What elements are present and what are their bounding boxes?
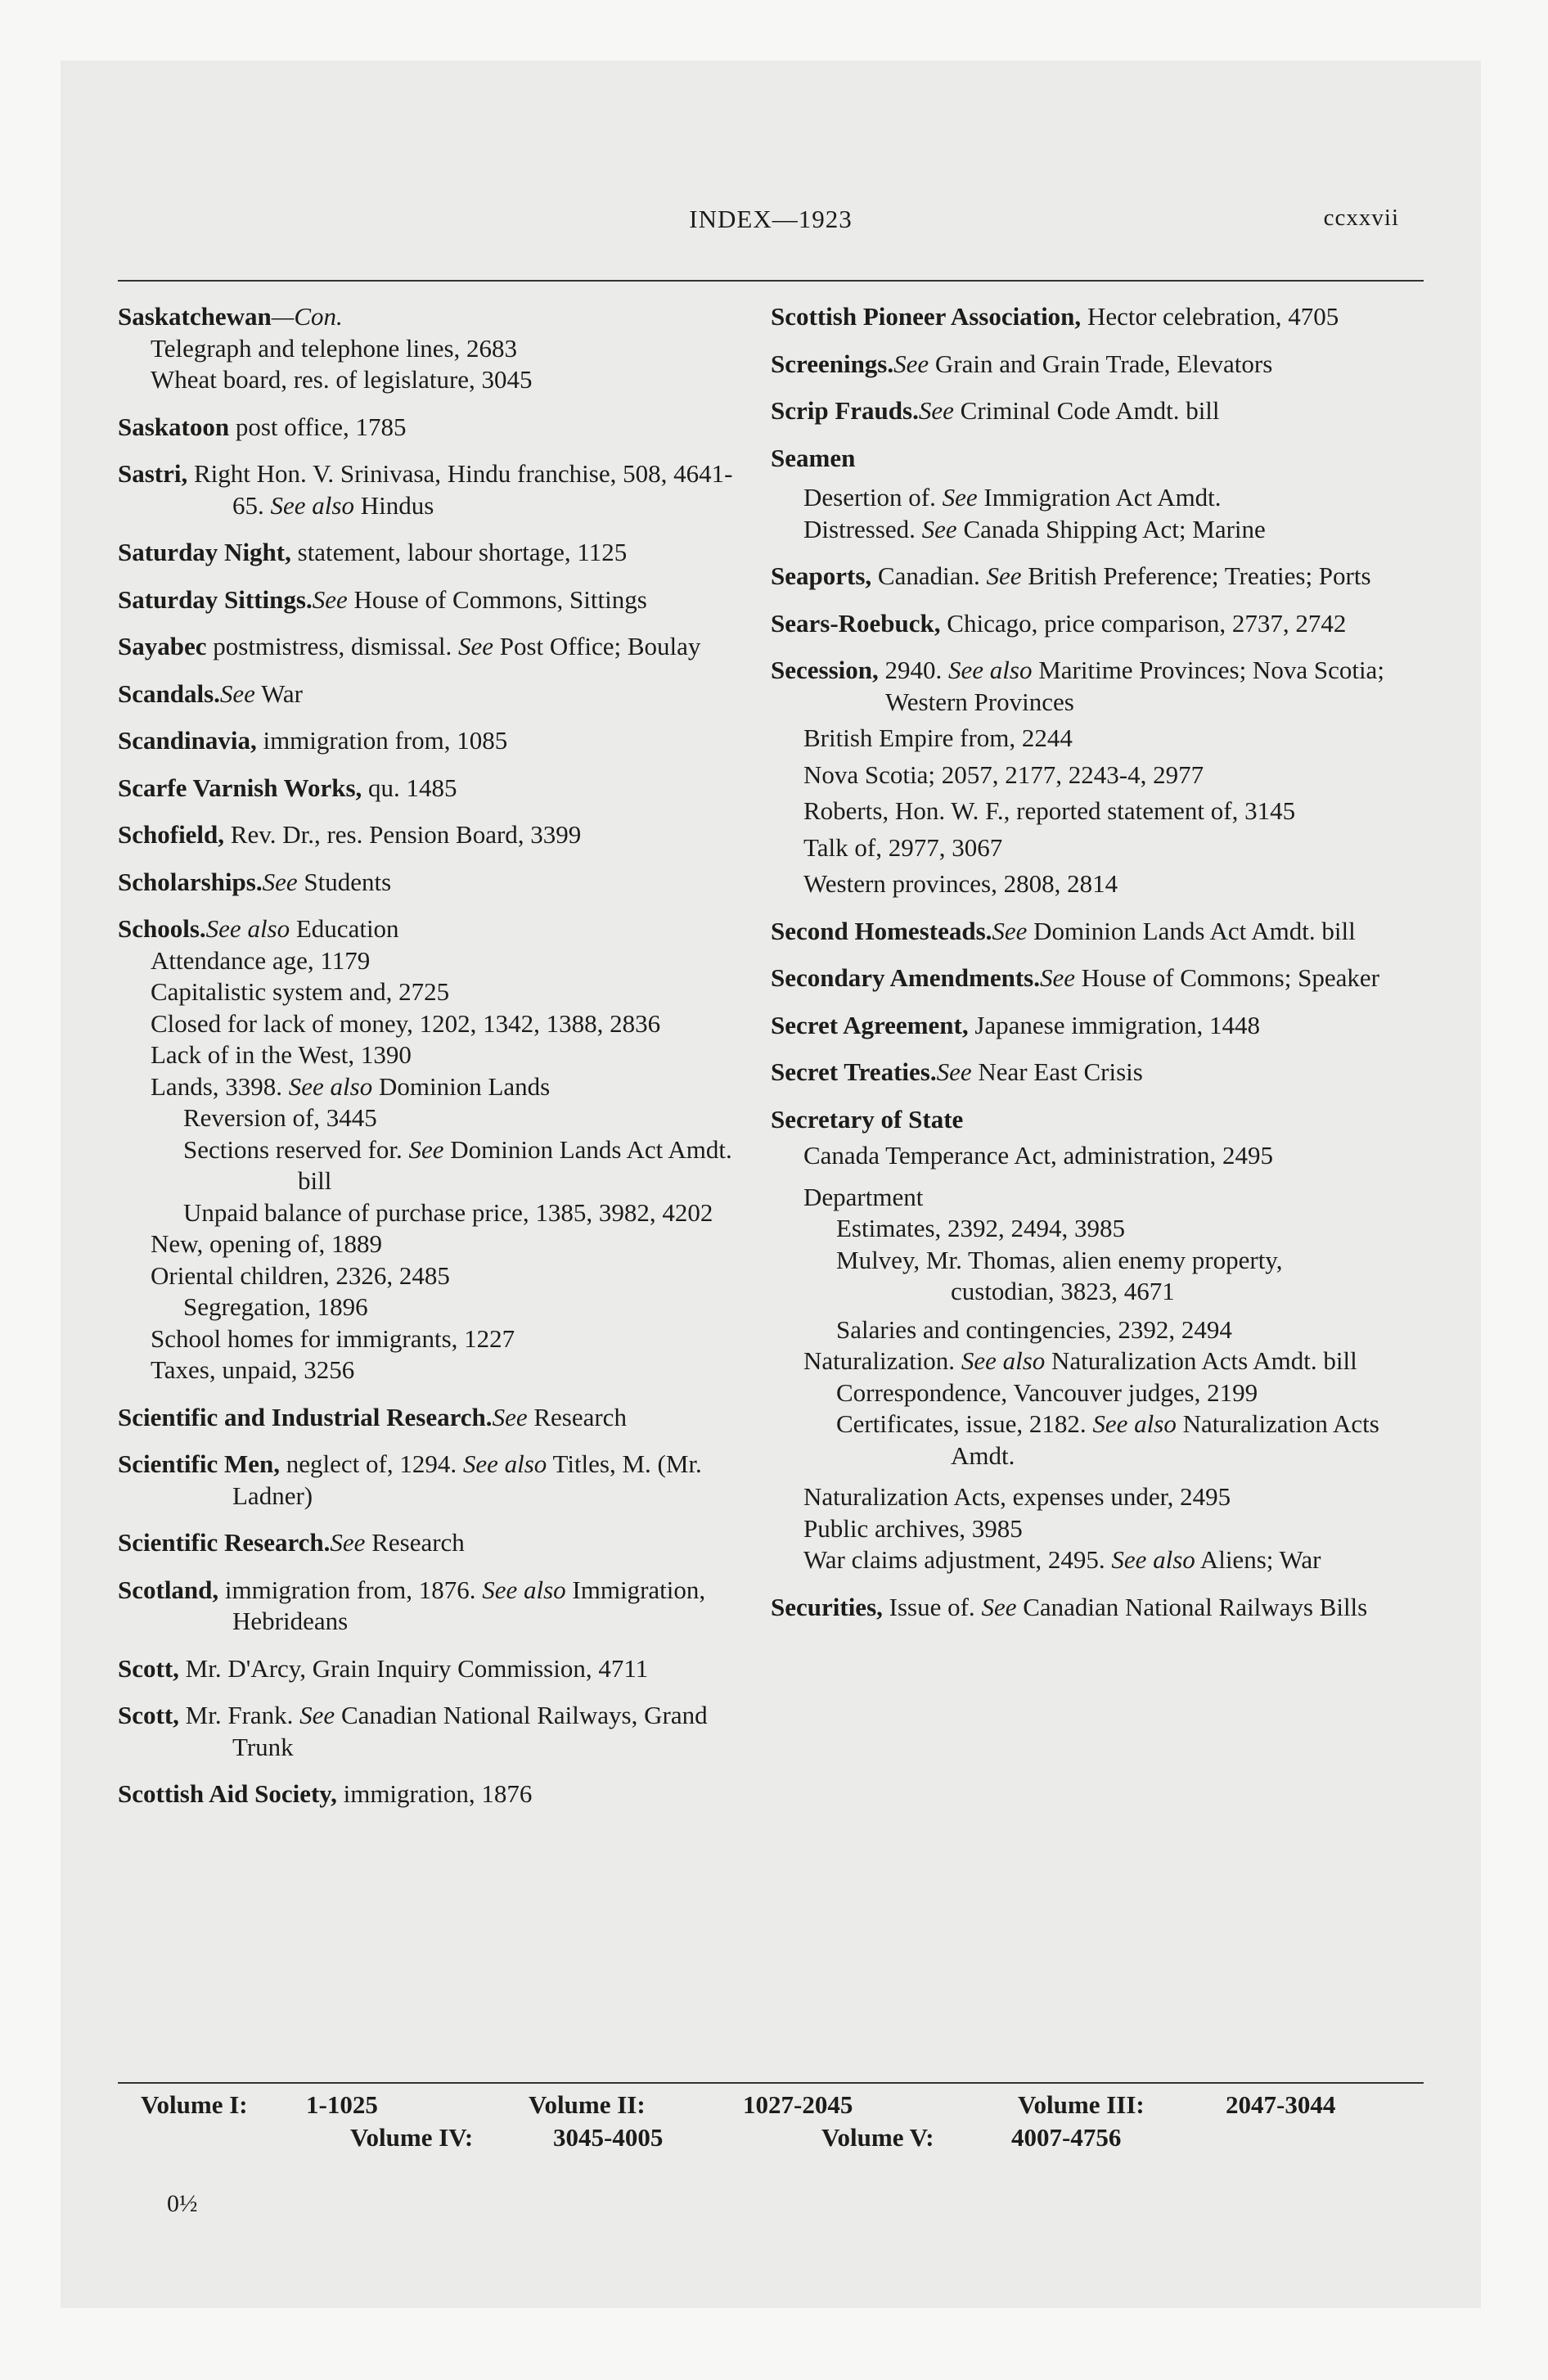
volume-3-label: Volume III: bbox=[1018, 2090, 1145, 2119]
see-reference: See also bbox=[961, 1346, 1046, 1375]
entry-headword: Secret Treaties. bbox=[771, 1057, 937, 1086]
volume-1-range: 1-1025 bbox=[306, 2090, 378, 2119]
entry-headword: Scottish Pioneer Association, bbox=[771, 302, 1082, 331]
entry-headword: Scotland, bbox=[118, 1575, 219, 1604]
entry-text: Students bbox=[297, 867, 392, 896]
sub-entry bbox=[771, 1346, 1391, 1377]
secretary-of-state-entry bbox=[771, 1104, 1391, 1576]
sub-entry: Wheat board, res. of legislature, 3045 bbox=[151, 365, 533, 394]
entry-text: Aliens; War bbox=[1195, 1545, 1321, 1574]
see-reference: See bbox=[330, 1528, 366, 1557]
see-reference: See also bbox=[270, 490, 354, 520]
entry-text: Hector celebration, 4705 bbox=[1081, 302, 1339, 331]
index-entry bbox=[118, 1575, 738, 1638]
sub-entry: Oriental children, 2326, 2485 bbox=[151, 1260, 450, 1290]
entry-headword: Saskatchewan bbox=[118, 302, 272, 331]
entry-headword: Saskatoon bbox=[118, 412, 230, 441]
entry-headword: Scientific and Industrial Research. bbox=[118, 1402, 493, 1431]
page bbox=[61, 61, 1481, 2308]
index-entry bbox=[118, 537, 738, 569]
entry-headword: Sastri, bbox=[118, 459, 188, 488]
see-reference: See bbox=[893, 349, 929, 378]
entry-text: 2940. bbox=[878, 656, 948, 684]
see-reference: See bbox=[299, 1701, 335, 1729]
entry-text: British Preference; Treaties; Ports bbox=[1021, 561, 1371, 590]
see-reference: See bbox=[981, 1592, 1017, 1621]
entry-text: Hindus bbox=[353, 490, 434, 520]
entry-text: neglect of, 1294. bbox=[280, 1449, 463, 1478]
sub-entry: British Empire from, 2244 bbox=[803, 723, 1073, 752]
index-entry bbox=[118, 1449, 738, 1512]
sub-entry bbox=[771, 1409, 1391, 1472]
sub-entry: School homes for immigrants, 1227 bbox=[151, 1323, 515, 1353]
entry-text: Issue of. bbox=[882, 1592, 982, 1621]
index-entry bbox=[771, 395, 1391, 427]
entry-headword: Scholarships. bbox=[118, 867, 263, 896]
entry-text: Dominion Lands bbox=[372, 1071, 551, 1101]
see-reference: See bbox=[262, 867, 298, 896]
sub-entry: Roberts, Hon. W. F., reported statement of, 3145 bbox=[803, 796, 1296, 825]
sub-entry: Department bbox=[803, 1182, 924, 1211]
sub-entry: Talk of, 2977, 3067 bbox=[803, 832, 1003, 862]
index-entry bbox=[118, 1527, 738, 1559]
index-entry bbox=[771, 1104, 1391, 1136]
entry-text: qu. 1485 bbox=[362, 773, 457, 802]
sub-entry: Mulvey, Mr. Thomas, alien enemy property, custodian, 3823, 4671 bbox=[836, 1245, 1283, 1305]
entry-headword: Secession, bbox=[771, 656, 879, 684]
sub-entry: Capitalistic system and, 2725 bbox=[151, 977, 450, 1006]
sub-entry: Lack of in the West, 1390 bbox=[151, 1040, 412, 1069]
sub-entry bbox=[771, 1544, 1391, 1576]
volume-3-range: 2047-3044 bbox=[1226, 2090, 1336, 2119]
see-reference: See also bbox=[205, 914, 290, 943]
entry-text: Titles, M. (Mr. Ladner) bbox=[232, 1449, 702, 1510]
entry-headword: Scientific Men, bbox=[118, 1449, 281, 1478]
sub-entry: Closed for lack of money, 1202, 1342, 1388, 2836 bbox=[151, 1008, 661, 1038]
index-entry bbox=[118, 1402, 738, 1434]
sub-entry: Salaries and contingencies, 2392, 2494 bbox=[836, 1314, 1232, 1344]
entry-text: Canadian. bbox=[871, 561, 987, 590]
see-reference: See also bbox=[1092, 1409, 1177, 1438]
entry-text: Grain and Grain Trade, Elevators bbox=[929, 349, 1273, 378]
entry-text: Reversion of, 3445 bbox=[183, 1103, 377, 1132]
volume-2-range: 1027-2045 bbox=[743, 2090, 853, 2119]
volume-2-label: Volume II: bbox=[529, 2090, 646, 2119]
sub-entry bbox=[118, 1134, 738, 1197]
entry-text: immigration, 1876 bbox=[336, 1779, 533, 1808]
sub-entry bbox=[771, 1513, 1391, 1545]
see-reference: See bbox=[1039, 963, 1075, 992]
footer-rule bbox=[118, 2082, 1424, 2084]
entry-text: Education bbox=[290, 914, 399, 943]
see-reference: See bbox=[921, 514, 957, 543]
index-entry bbox=[771, 1057, 1391, 1089]
entry-text: Distressed. bbox=[803, 514, 922, 543]
index-entry bbox=[771, 561, 1391, 593]
index-entry bbox=[118, 1653, 738, 1685]
see-reference: See also bbox=[948, 656, 1033, 684]
entry-text: postmistress, dismissal. bbox=[206, 632, 458, 660]
index-entry bbox=[771, 608, 1391, 640]
entry-headword: Securities, bbox=[771, 1592, 883, 1621]
see-reference: See bbox=[986, 561, 1022, 590]
index-entry bbox=[771, 916, 1391, 948]
entry-text: Dominion Lands Act Amdt. bill bbox=[1027, 916, 1356, 945]
sub-entry: Estimates, 2392, 2494, 3985 bbox=[836, 1214, 1126, 1242]
sub-entry: Telegraph and telephone lines, 2683 bbox=[151, 333, 518, 363]
entry-text: Criminal Code Amdt. bill bbox=[953, 396, 1220, 425]
index-entry bbox=[118, 412, 738, 444]
volume-5-label: Volume V: bbox=[821, 2123, 934, 2152]
see-reference: See also bbox=[288, 1071, 373, 1101]
sub-entry bbox=[118, 1197, 738, 1229]
entry-text: Mr. Frank. bbox=[178, 1701, 300, 1729]
left-column bbox=[118, 301, 738, 1826]
sub-entry: Segregation, 1896 bbox=[183, 1292, 368, 1321]
entry-text: Correspondence, Vancouver judges, 2199 bbox=[836, 1377, 1258, 1407]
header-rule bbox=[118, 280, 1424, 282]
entry-text: House of Commons, Sittings bbox=[347, 584, 647, 614]
volume-1-label: Volume I: bbox=[141, 2090, 248, 2119]
index-entry bbox=[771, 655, 1391, 718]
footer-line-1 bbox=[61, 2089, 1481, 2121]
right-column bbox=[771, 301, 1391, 1639]
see-reference: See also bbox=[482, 1575, 566, 1604]
entry-text: Naturalization. bbox=[803, 1346, 961, 1375]
entry-headword: Schools. bbox=[118, 914, 206, 943]
index-entry bbox=[118, 584, 738, 616]
index-entry bbox=[118, 867, 738, 899]
entry-headword: Scientific Research. bbox=[118, 1528, 331, 1557]
entry-text: Dominion Lands Act Amdt. bill bbox=[298, 1134, 732, 1195]
entry-text: Research bbox=[365, 1528, 465, 1557]
entry-text: War claims adjustment, 2495. bbox=[803, 1545, 1112, 1574]
index-entry bbox=[118, 1778, 738, 1810]
entry-headword: Scott, bbox=[118, 1701, 179, 1729]
entry-text: post office, 1785 bbox=[229, 412, 407, 441]
sub-entry: Western provinces, 2808, 2814 bbox=[803, 869, 1118, 898]
entry-text: War bbox=[254, 678, 304, 708]
entry-text: Canada Shipping Act; Marine bbox=[956, 514, 1266, 543]
see-reference: See bbox=[992, 916, 1028, 945]
page-number: ccxxvii bbox=[1323, 205, 1399, 231]
see-reference: See bbox=[219, 678, 255, 708]
volume-5-range: 4007-4756 bbox=[1011, 2123, 1122, 2152]
entry-text: Near East Crisis bbox=[971, 1057, 1143, 1086]
volume-4-label: Volume IV: bbox=[350, 2123, 474, 2152]
see-reference: See also bbox=[1111, 1545, 1195, 1574]
index-entry bbox=[771, 1010, 1391, 1042]
seamen-entry bbox=[771, 443, 1391, 546]
entry-text: Public archives, 3985 bbox=[803, 1513, 1023, 1543]
entry-headword: Scottish Aid Society, bbox=[118, 1779, 337, 1808]
sub-entry bbox=[771, 1481, 1391, 1513]
entry-text: Canadian National Railways Bills bbox=[1016, 1592, 1368, 1621]
entry-text: Chicago, price comparison, 2737, 2742 bbox=[940, 608, 1347, 638]
sub-entry bbox=[771, 482, 1391, 514]
entry-text: Naturalization Acts Amdt. bbox=[951, 1409, 1379, 1470]
entry-headword: Scarfe Varnish Works, bbox=[118, 773, 362, 802]
index-entry bbox=[118, 1700, 738, 1763]
entry-text: Immigration, Hebrideans bbox=[232, 1575, 706, 1635]
schools-entry bbox=[118, 913, 738, 1386]
entry-headword: Screenings. bbox=[771, 349, 894, 378]
entry-text: Certificates, issue, 2182. bbox=[836, 1409, 1093, 1438]
index-entry bbox=[771, 301, 1391, 333]
see-reference: See bbox=[492, 1402, 528, 1431]
page-header bbox=[61, 205, 1481, 237]
entry-headword: Seaports, bbox=[771, 561, 872, 590]
index-entry bbox=[118, 458, 738, 521]
page-title: INDEX—1923 bbox=[689, 205, 853, 233]
entry-text: —Con. bbox=[271, 302, 343, 331]
entry-text: Post Office; Boulay bbox=[493, 632, 701, 660]
entry-text: Research bbox=[527, 1402, 627, 1431]
footer-line-2 bbox=[61, 2121, 1481, 2154]
entry-text: Desertion of. bbox=[803, 483, 943, 512]
sub-entry: Canada Temperance Act, administration, 2495 bbox=[803, 1141, 1274, 1170]
entry-headword: Saturday Sittings. bbox=[118, 584, 313, 614]
entry-text: Unpaid balance of purchase price, 1385, 3982, 4202 bbox=[183, 1197, 713, 1227]
sub-entry: New, opening of, 1889 bbox=[151, 1229, 382, 1258]
sub-entry: Taxes, unpaid, 3256 bbox=[151, 1355, 355, 1384]
see-reference: See bbox=[457, 632, 493, 660]
entry-text: Sections reserved for. bbox=[183, 1134, 409, 1164]
entry-headword: Scott, bbox=[118, 1653, 179, 1683]
entry-text: Right Hon. V. Srinivasa, Hindu franchise, 508, 4641-65. bbox=[187, 459, 733, 520]
index-entry bbox=[771, 962, 1391, 994]
entry-headword: Scandals. bbox=[118, 678, 220, 708]
entry-text: Mr. D'Arcy, Grain Inquiry Commission, 4711 bbox=[178, 1653, 649, 1683]
sub-entry bbox=[771, 1377, 1391, 1409]
entry-text: Maritime Provinces; Nova Scotia; Western Provinces bbox=[885, 656, 1384, 716]
see-reference: See bbox=[408, 1134, 444, 1164]
entry-headword: Secondary Amendments. bbox=[771, 963, 1040, 992]
index-entry bbox=[118, 301, 738, 333]
entry-text: House of Commons; Speaker bbox=[1074, 963, 1379, 992]
entry-headword: Second Homesteads. bbox=[771, 916, 992, 945]
sub-entry bbox=[771, 514, 1391, 546]
entry-text: statement, labour shortage, 1125 bbox=[290, 538, 628, 566]
entry-text: Canadian National Railways, Grand Trunk bbox=[232, 1701, 708, 1761]
see-reference: See bbox=[942, 483, 978, 512]
volume-footer bbox=[61, 2089, 1481, 2154]
index-entry bbox=[771, 443, 1391, 475]
sub-entry bbox=[118, 1071, 738, 1103]
see-reference: See bbox=[918, 396, 954, 425]
entry-headword: Saturday Night, bbox=[118, 538, 291, 566]
entry-text: Immigration Act Amdt. bbox=[977, 483, 1222, 512]
entry-headword: Secret Agreement, bbox=[771, 1010, 969, 1039]
entry-text: Lands, 3398. bbox=[151, 1071, 289, 1101]
entry-text: Rev. Dr., res. Pension Board, 3399 bbox=[224, 820, 582, 849]
index-entry bbox=[118, 819, 738, 851]
entry-text: immigration from, 1085 bbox=[256, 726, 508, 755]
volume-4-range: 3045-4005 bbox=[553, 2123, 664, 2152]
index-entry bbox=[771, 349, 1391, 381]
secession-entry bbox=[771, 655, 1391, 900]
entry-headword: Sayabec bbox=[118, 632, 207, 660]
index-entry bbox=[118, 773, 738, 805]
index-entry bbox=[118, 913, 738, 945]
entry-text: Naturalization Acts Amdt. bill bbox=[1045, 1346, 1357, 1375]
entry-headword: Scandinavia, bbox=[118, 726, 257, 755]
entry-headword: Scrip Frauds. bbox=[771, 396, 919, 425]
see-reference: See bbox=[936, 1057, 972, 1086]
see-reference: See also bbox=[462, 1449, 547, 1478]
entry-headword: Seamen bbox=[771, 443, 856, 472]
index-entry bbox=[771, 1592, 1391, 1624]
sub-entry: Attendance age, 1179 bbox=[151, 945, 371, 975]
entry-text: Naturalization Acts, expenses under, 2495 bbox=[803, 1482, 1231, 1511]
index-entry bbox=[118, 631, 738, 663]
index-entry bbox=[118, 678, 738, 710]
sub-entry: Nova Scotia; 2057, 2177, 2243-4, 2977 bbox=[803, 760, 1204, 789]
entry-text: immigration from, 1876. bbox=[218, 1575, 483, 1604]
index-entry bbox=[118, 725, 738, 757]
entry-headword: Secretary of State bbox=[771, 1104, 964, 1134]
see-reference: See bbox=[312, 584, 348, 614]
sub-entry bbox=[118, 1102, 738, 1134]
entry-text: Japanese immigration, 1448 bbox=[968, 1010, 1261, 1039]
page-signature: 0½ bbox=[167, 2190, 198, 2217]
entry-headword: Sears-Roebuck, bbox=[771, 608, 941, 638]
entry-headword: Schofield, bbox=[118, 820, 225, 849]
